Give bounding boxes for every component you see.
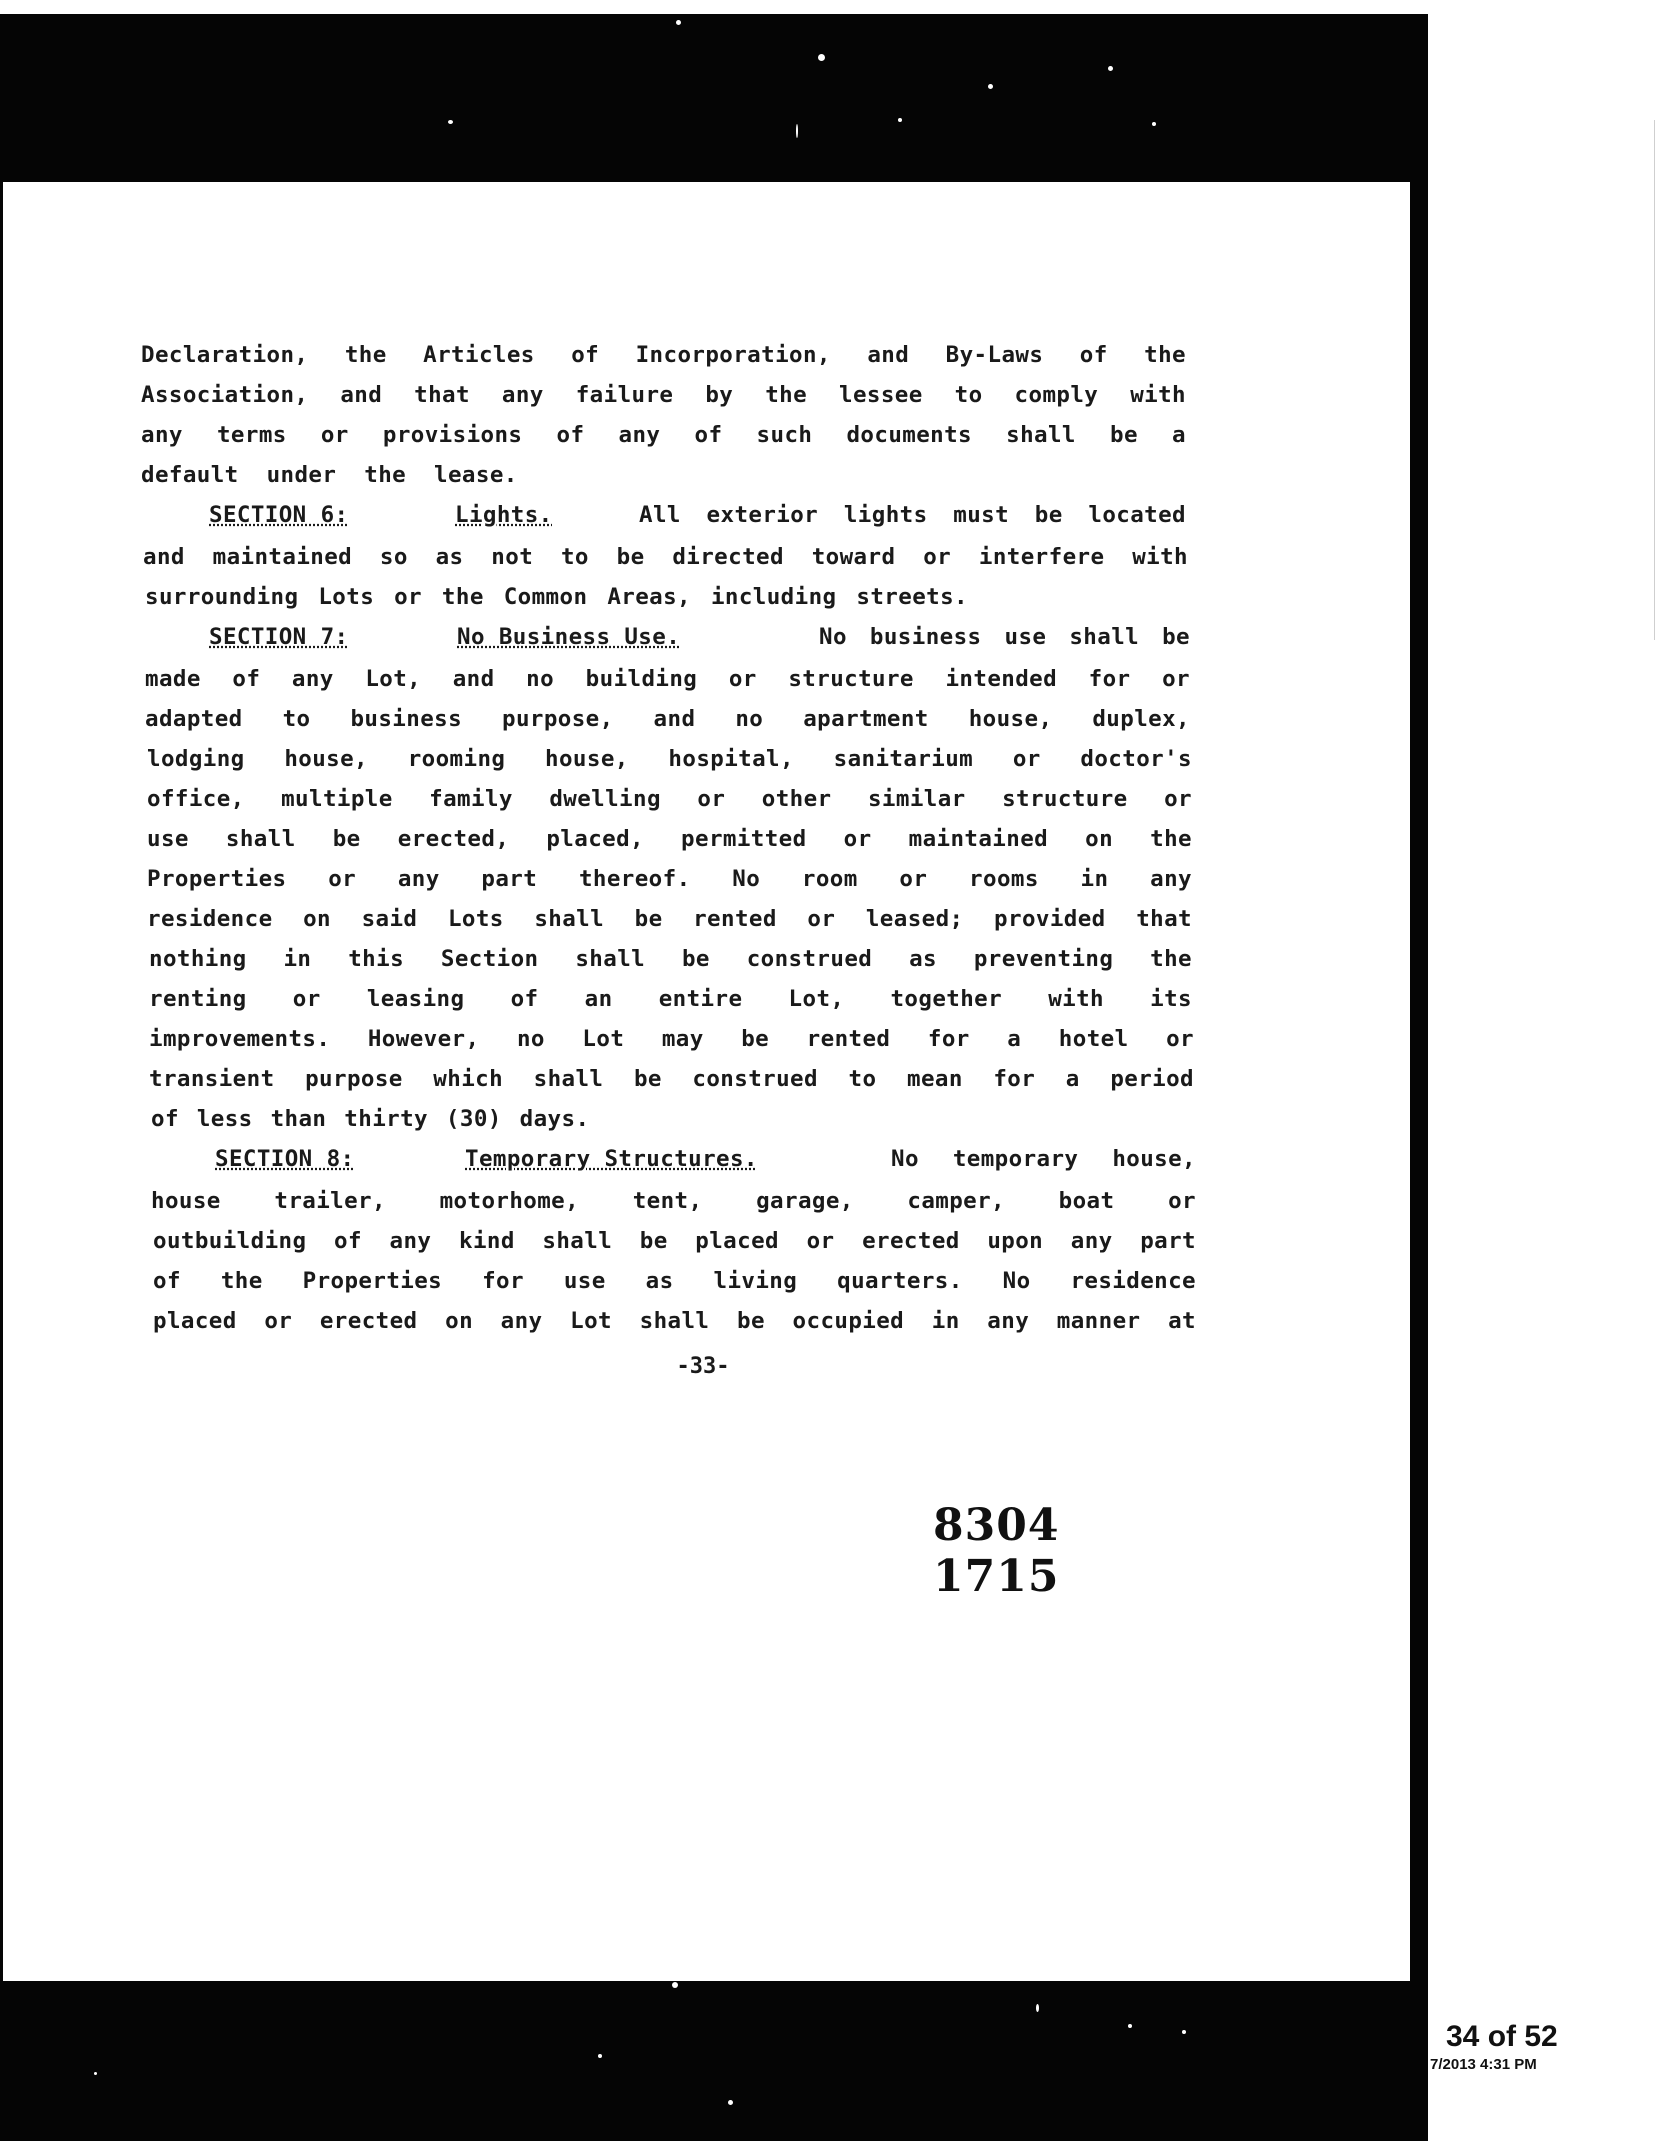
section-6-title: Lights. — [455, 502, 553, 528]
section-8-label: SECTION 8: — [215, 1146, 355, 1172]
text-line: lodging house, rooming house, hospital, sanitarium or doctor's — [147, 746, 1192, 772]
scan-speck — [672, 1982, 678, 1988]
section-8-line — [215, 1144, 1196, 1174]
text-line: any terms or provisions of any of such documents shall be a — [141, 422, 1186, 448]
text-line: made of any Lot, and no building or structure intended for or — [145, 666, 1190, 692]
text-line: office, multiple family dwelling or other similar structure or — [147, 786, 1192, 812]
book-page-stamp: 8304 1715 — [933, 1500, 1060, 1602]
document-page — [3, 182, 1410, 1981]
section-8-text: No temporary house, — [891, 1146, 1196, 1172]
text-line: default under the lease. — [141, 462, 518, 488]
scan-speck — [1182, 2030, 1186, 2034]
print-timestamp: 7/2013 4:31 PM — [1430, 2056, 1537, 2073]
text-line: use shall be erected, placed, permitted or maintained on the — [147, 826, 1192, 852]
page-counter: 34 of 52 — [1446, 2020, 1558, 2053]
text-line: adapted to business purpose, and no apartment house, duplex, — [145, 706, 1190, 732]
scan-speck — [818, 54, 825, 61]
section-7-title: No Business Use. — [457, 624, 681, 650]
scan-speck — [1108, 66, 1113, 71]
text-line: Declaration, the Articles of Incorporation, and By-Laws of the — [141, 342, 1186, 368]
section-6-line — [209, 500, 1186, 530]
section-6-label: SECTION 6: — [209, 502, 349, 528]
scan-speck — [898, 118, 902, 122]
text-line: improvements. However, no Lot may be rented for a hotel or — [149, 1026, 1194, 1052]
scan-speck — [94, 2072, 97, 2075]
scan-speck — [448, 120, 453, 124]
text-line: nothing in this Section shall be construed as preventing the — [149, 946, 1192, 972]
scan-speck — [1036, 2004, 1039, 2012]
scan-border — [0, 14, 1428, 2141]
viewer-edge-line — [1654, 120, 1655, 640]
text-line: of less than thirty (30) days. — [151, 1106, 590, 1132]
scan-speck — [598, 2054, 602, 2058]
section-7-text: No business use shall be — [819, 624, 1190, 650]
text-line: residence on said Lots shall be rented or leased; provided that — [147, 906, 1192, 932]
text-line: renting or leasing of an entire Lot, together with its — [149, 986, 1192, 1012]
text-line: of the Properties for use as living quarters. No residence — [153, 1268, 1196, 1294]
section-8-title: Temporary Structures. — [465, 1146, 758, 1172]
scan-speck — [676, 20, 681, 25]
scan-speck — [1128, 2024, 1132, 2028]
section-6-text: All exterior lights must be located — [639, 502, 1186, 528]
scan-speck — [728, 2100, 733, 2105]
scan-speck — [796, 124, 798, 138]
text-line: Association, and that any failure by the lessee to comply with — [141, 382, 1186, 408]
text-line: Properties or any part thereof. No room or rooms in any — [147, 866, 1192, 892]
scan-speck — [988, 84, 993, 89]
section-7-line — [209, 622, 1190, 652]
text-line: transient purpose which shall be construed to mean for a period — [149, 1066, 1194, 1092]
text-line: and maintained so as not to be directed toward or interfere with — [143, 544, 1188, 570]
text-line: outbuilding of any kind shall be placed or erected upon any part — [153, 1228, 1196, 1254]
text-line: surrounding Lots or the Common Areas, including streets. — [145, 584, 968, 610]
text-line: placed or erected on any Lot shall be occupied in any manner at — [153, 1308, 1196, 1334]
scan-speck — [1152, 122, 1156, 126]
page-number: -33- — [676, 1354, 730, 1379]
text-line: house trailer, motorhome, tent, garage, camper, boat or — [151, 1188, 1196, 1214]
section-7-label: SECTION 7: — [209, 624, 349, 650]
